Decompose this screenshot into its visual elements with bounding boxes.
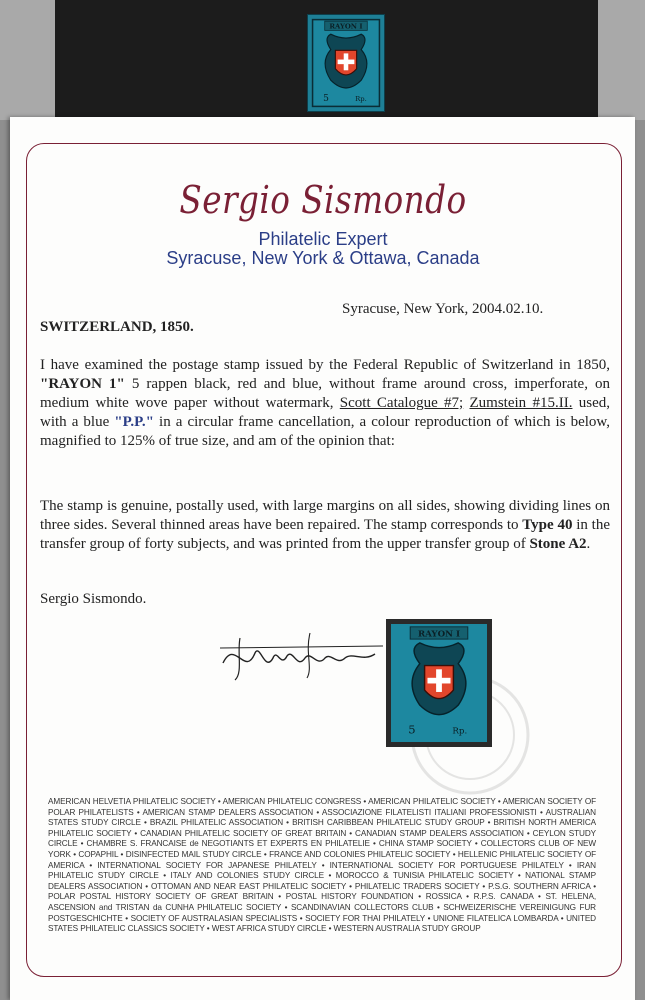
expert-name: Sergio Sismondo (179, 178, 467, 222)
certificate-heading: SWITZERLAND, 1850. (40, 319, 194, 335)
society-memberships: AMERICAN HELVETIA PHILATELIC SOCIETY • AMERICAN PHILATELIC CONGRESS • AMERICAN PHILATELIC SOCIETY • AMERICAN SOCIETY OF POLAR PHILATELISTS • AMERICAN STAMP DEALERS ASSOCIATION • ASSOCIAZIONE FILATELISTI ITALIANI PROFESSIONISTI • AUSTRALIAN STATES STUDY CIRCLE • BRAZIL PHILATELIC ASSOCIATION • BRITISH CARIBBEAN PHILATELIC STUDY GROUP • BRITISH NORTH AMERICA PHILATELIC SOCIETY • CANADIAN PHILATELIC SOCIETY OF GREAT BRITAIN • CANADIAN STAMP DEALERS ASSOCIATION • CEYLON STUDY CIRCLE • CHAMBRE S. FRANCAISE de NEGOTIANTS ET EXPERTS EN PHILATELIE • CHINA STAMP SOCIETY • COLLECTORS CLUB OF NEW YORK • COPAPHIL • DISINFECTED MAIL STUDY CIRCLE • FRANCE AND COLONIES PHILATELIC SOCIETY • HELLENIC PHILATELIC SOCIETY OF AMERICA • INTERNATIONAL SOCIETY FOR JAPANESE PHILATELY • INTERNATIONAL SOCIETY FOR PORTUGUESE PHILATELY • IRAN PHILATELIC STUDY CIRCLE • ITALY AND COLONIES STUDY CIRCLE • MOROCCO & TUNISIA PHILATELIC SOCIETY • NATIONAL STAMP DEALERS ASSOCIATION • OTTOMAN AND NEAR EAST PHILATELIC SOCIETY • PHILATELIC TRADERS SOCIETY • P.S.G. SOUTHERN AFRICA • POLAR POSTAL HISTORY SOCIETY OF GREAT BRITAIN • POSTAL HISTORY FOUNDATION • ROSSICA • R.P.S. CANADA • ST. HELENA, ASCENSION and TRISTAN da CUNHA PHILATELIC SOCIETY • SCANDINAVIAN COLLECTORS CLUB • SCHWEIZERISCHE VEREINIGUNG FUR POSTGESCHICHTE • SOCIETY OF AUSTRALASIAN SPECIALISTS • SOCIETY FOR THAI PHILATELY • UNIONE FILATELICA LOMBARDA • UNITED STATES PHILATELIC CLASSICS SOCIETY • WEST AFRICA STUDY CIRCLE • WESTERN AUSTRALIA STUDY GROUP (48, 797, 596, 934)
paragraph-text: 5 rappen black, red and blue, without frame around cross, imperforate, on medium white wove paper without watermark, (40, 376, 610, 411)
stamp-label-enlarged: RAYON I (418, 629, 460, 640)
paragraph-text: . (586, 536, 591, 552)
stamp-name: "RAYON 1" (40, 376, 125, 392)
stone-reference: Stone A2 (529, 536, 587, 552)
stamp-unit-top: Rp. (355, 94, 367, 104)
signatory-name: Sergio Sismondo. (40, 591, 147, 607)
expert-title: Philatelic Expert (258, 229, 388, 249)
place-date: Syracuse, New York, 2004.02.10. (342, 301, 544, 317)
handwritten-signature (215, 618, 385, 688)
paragraph-text: used, with a blue (40, 395, 610, 430)
stamp-label-top: RAYON I (329, 22, 363, 31)
scott-reference: Scott Catalogue #7; (339, 395, 464, 411)
stamp-unit-enlarged: Rp. (452, 726, 468, 737)
zumstein-reference: Zumstein #15.II. (469, 395, 573, 411)
stamp-value-enlarged: 5 (408, 722, 416, 737)
paragraph-text: in the transfer group of forty subjects, and was printed from the upper transfer group of (40, 517, 610, 552)
expert-location: Syracuse, New York & Ottawa, Canada (166, 248, 480, 268)
type-reference: Type 40 (522, 517, 573, 533)
cancel-marking: "P.P." (114, 414, 155, 430)
stamp-image-enlarged (386, 619, 492, 747)
stamp-value-top: 5 (323, 92, 329, 105)
paragraph-text: I have examined the postage stamp issued by the Federal Republic of Switzerland in 1850, (40, 357, 610, 373)
stamp-image-original (307, 14, 385, 112)
opinion-paragraph (40, 497, 610, 554)
examination-paragraph (40, 356, 610, 451)
paragraph-text: The stamp is genuine, postally used, with large margins on all sides, showing dividing lines on three sides. Several thinned areas have been repaired. The stamp corresponds to (40, 498, 610, 533)
paragraph-text: in a circular frame cancellation, a colour reproduction of which is below, magnified to 125% of true size, and am of the opinion that: (40, 414, 611, 449)
